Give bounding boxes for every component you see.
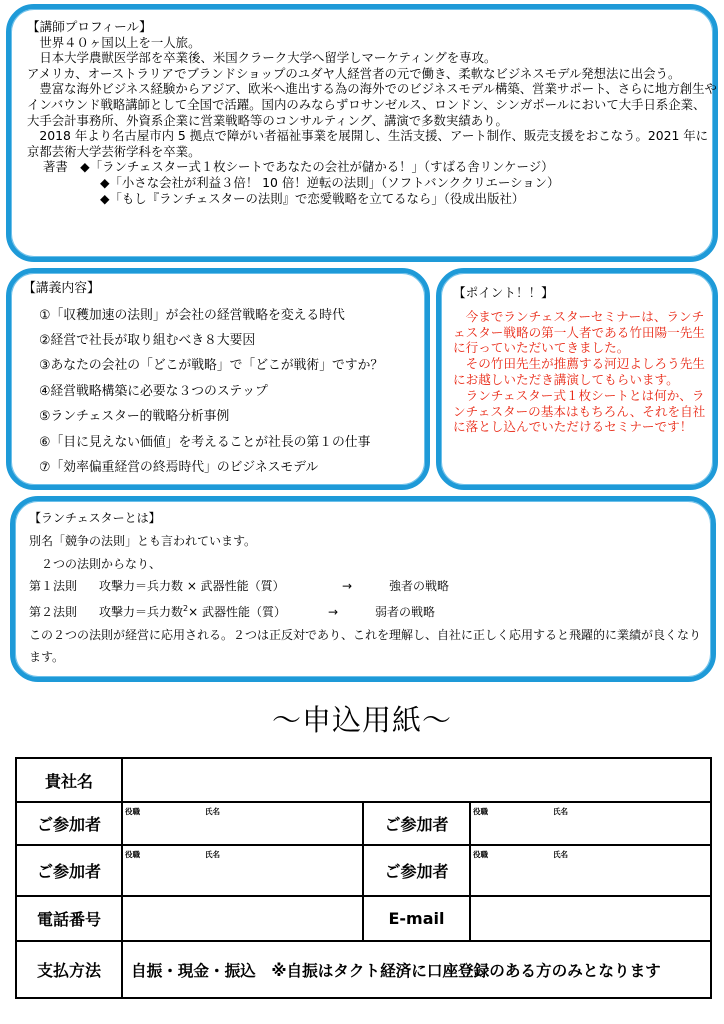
point-paragraph: 今までランチェスターセミナーは、ランチェスター戦略の第一人者である竹田陽一先生に行っていただいてきました。 — [453, 308, 705, 356]
book-list — [27, 159, 717, 206]
name-label: 氏名 — [205, 807, 220, 816]
point-heading: 【ポイント！！】 — [453, 285, 554, 300]
position-label: 役職 — [473, 850, 488, 859]
lecture-list — [23, 303, 433, 481]
form-title: ～申込用紙～ — [271, 703, 452, 737]
participant-label: ご参加者 — [16, 802, 122, 845]
participant-label: ご参加者 — [363, 845, 470, 896]
law-2-result: 弱者の戦略 — [375, 605, 436, 620]
books-label: 著書 — [43, 159, 68, 175]
lecture-item: ②経営で社長が取り組むべき８大要因 — [39, 332, 256, 348]
law-1-name: 第１法則 — [29, 579, 78, 594]
payment-method[interactable]: 自振・現金・振込 ※自振はタクト経済に口座登録のある方のみとなります — [122, 941, 711, 998]
participant-field[interactable] — [122, 845, 363, 896]
name-label: 氏名 — [553, 850, 568, 859]
lecture-section — [6, 268, 430, 490]
participant-label: ご参加者 — [16, 845, 122, 896]
participant-field[interactable] — [470, 845, 711, 896]
law-1 — [29, 575, 709, 598]
participant-field[interactable] — [470, 802, 711, 845]
arrow-icon: → — [327, 605, 339, 620]
participant-field[interactable] — [122, 802, 363, 845]
profile-section — [6, 4, 718, 262]
law-2-formula-post: × 武器性能（質） — [188, 605, 286, 620]
profile-paragraph: 2018 年より名古屋市内 5 拠点で障がい者福祉事業を展開し、生活支援、アート制作、販売支援をおこなう。2021 年に京都芸術大学芸術学科を卒業。 — [27, 128, 709, 159]
company-field[interactable] — [122, 758, 711, 802]
name-label: 氏名 — [553, 807, 568, 816]
law-2-formula-pre: 攻撃力＝兵力数 — [99, 605, 184, 620]
law-1-formula: 攻撃力＝兵力数 × 武器性能（質） — [99, 579, 285, 594]
lanchester-alias: 別名「競争の法則」とも言われています。 — [29, 533, 257, 548]
book-item: ◆「ランチェスター式１枚シートであなたの会社が儲かる！」（すばる舎リンケージ） — [80, 159, 554, 175]
lecture-item: ⑦「効率偏重経営の終焉時代」のビジネスモデル — [39, 459, 319, 475]
lanchester-heading: 【ランチェスターとは】 — [29, 511, 161, 525]
lanchester-intro: ２つの法則からなり、 — [41, 556, 162, 571]
point-paragraph: その竹田先生が推薦する河辺よしろう先生にお越しいただき講演してもらいます。 — [453, 356, 705, 387]
application-form — [15, 757, 712, 999]
payment-label: 支払方法 — [16, 941, 122, 998]
lecture-item: ③あなたの会社の「どこが戦略」で「どこが戦術」ですか？ — [39, 358, 384, 374]
book-item: ◆「小さな会社が利益３倍！ 10 倍！逆転の法則」（ソフトバンククリエーション） — [100, 174, 560, 190]
arrow-icon: → — [341, 579, 353, 594]
profile-paragraph: 世界４０ヶ国以上を一人旅。 — [39, 34, 201, 50]
law-2-name: 第２法則 — [29, 605, 78, 620]
lanchester-section — [10, 496, 716, 682]
book-item: ◆「もし『ランチェスターの法則』で恋愛戦略を立てるなら」（役成出版社） — [100, 190, 525, 206]
lanchester-conclusion: この２つの法則が経営に応用される。２つは正反対であり、これを理解し、自社に正しく応用すると飛躍的に業績が良くなります。 — [29, 627, 702, 664]
lecture-item: ①「収穫加速の法則」が会社の経営戦略を変える時代 — [39, 307, 345, 323]
email-field[interactable] — [470, 896, 711, 941]
profile-paragraph: アメリカ、オーストラリアでブランドショップのユダヤ人経営者の元で働き、柔軟なビジネスモデル発想法に出会う。 — [27, 65, 681, 81]
lecture-item: ⑤ランチェスター的戦略分析事例 — [39, 409, 230, 425]
position-label: 役職 — [125, 807, 140, 816]
name-label: 氏名 — [205, 850, 220, 859]
law-2-exponent: 2 — [183, 604, 189, 614]
position-label: 役職 — [125, 850, 140, 859]
email-label: E-mail — [363, 896, 470, 941]
point-paragraph: ランチェスター式１枚シートとは何か、ランチェスターの基本はもちろん、それを自社に落とし込んでいただけるセミナーです！ — [453, 387, 706, 435]
lecture-item: ④経営戦略構築に必要な３つのステップ — [39, 383, 268, 399]
profile-heading: 【講師プロフィール】 — [27, 19, 152, 34]
point-body — [453, 309, 709, 435]
profile-paragraph: 日本大学農獣医学部を卒業後、米国クラーク大学へ留学しマーケティングを専攻。 — [39, 50, 497, 66]
law-2 — [29, 598, 709, 624]
participant-label: ご参加者 — [363, 802, 470, 845]
position-label: 役職 — [473, 807, 488, 816]
lecture-item: ⑥「目に見えない価値」を考えることが社長の第１の仕事 — [39, 434, 371, 450]
lecture-heading: 【講義内容】 — [23, 281, 100, 296]
company-label: 貴社名 — [16, 758, 122, 802]
point-section — [436, 268, 718, 490]
phone-field[interactable] — [122, 896, 363, 941]
phone-label: 電話番号 — [16, 896, 122, 941]
profile-paragraph: 豊富な海外ビジネス経験からアジア、欧米へ進出する為の海外でのビジネスモデル構築、営業サポート、さらに地方創生やインバウンド戦略講師として全国で活躍。国内のみならずロサンゼルス、ロンドン、シンガポールにおいて大手日系企業、大手会計事務所、外資系企業に営業戦略等のコンサルティング、講演で多数実績あり。 — [27, 81, 717, 128]
law-1-result: 強者の戦略 — [389, 579, 450, 594]
